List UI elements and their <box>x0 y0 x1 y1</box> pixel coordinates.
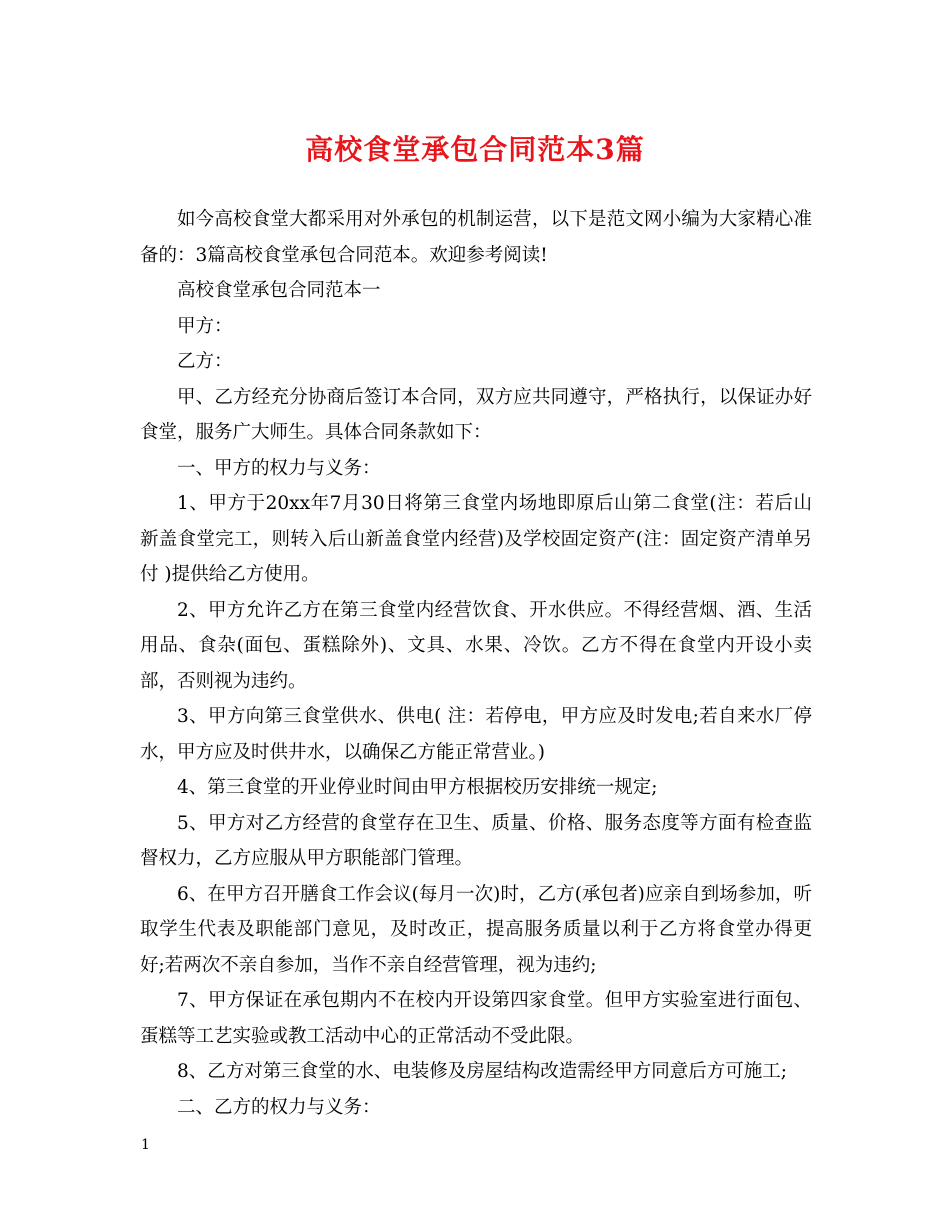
section-heading-party-b-rights: 二、乙方的权力与义务： <box>177 1096 381 1118</box>
clause-3: 3、甲方向第三食堂供水、供电( 注：若停电，甲方应及时发电;若自来水厂停水，甲方应及时供井水，以确保乙方能正常营业。) <box>140 706 812 763</box>
clause-2: 2、甲方允许乙方在第三食堂内经营饮食、开水供应。不得经营烟、酒、生活用品、食杂(面包、蛋糕除外)、文具、水果、冷饮。乙方不得在食堂内开设小卖部，否则视为违约。 <box>140 599 812 692</box>
clause-1: 1、甲方于20xx年7月30日将第三食堂内场地即原后山第二食堂(注：若后山新盖食堂完工，则转入后山新盖食堂内经营)及学校固定资产(注：固定资产清单另付 )提供给乙方使用。 <box>140 493 812 585</box>
document-title: 高校食堂承包合同范本3篇 <box>305 133 645 166</box>
party-b-line: 乙方： <box>177 351 233 372</box>
intro-paragraph: 如今高校食堂大都采用对外承包的机制运营，以下是范文网小编为大家精心准备的：3篇高校食堂承包合同范本。欢迎参考阅读! <box>140 209 812 266</box>
clause-4: 4、第三食堂的开业停业时间由甲方根据校历安排统一规定; <box>177 777 658 798</box>
clause-6: 6、在甲方召开膳食工作会议(每月一次)时，乙方(承包者)应亲自到场参加，听取学生代表及职能部门意见，及时改正，提高服务质量以利于乙方将食堂办得更好;若两次不亲自参加，当作不亲自经营管理，视为违约; <box>140 883 812 976</box>
preamble-paragraph: 甲、乙方经充分协商后签订本合同，双方应共同遵守，严格执行，以保证办好食堂，服务广大师生。具体合同条款如下： <box>140 386 812 443</box>
party-a-line: 甲方： <box>177 315 233 337</box>
clause-5: 5、甲方对乙方经营的食堂存在卫生、质量、价格、服务态度等方面有检查监督权力，乙方应服从甲方职能部门管理。 <box>140 812 812 869</box>
document-body <box>140 202 812 1125</box>
section-heading-contract-one: 高校食堂承包合同范本一 <box>177 280 381 301</box>
section-heading-party-a-rights: 一、甲方的权力与义务： <box>177 457 381 479</box>
clause-8: 8、乙方对第三食堂的水、电装修及房屋结构改造需经甲方同意后方可施工; <box>177 1061 788 1082</box>
page-number: 1 <box>141 1137 150 1153</box>
clause-7: 7、甲方保证在承包期内不在校内开设第四家食堂。但甲方实验室进行面包、蛋糕等工艺实验或教工活动中心的正常活动不受此限。 <box>140 990 812 1047</box>
